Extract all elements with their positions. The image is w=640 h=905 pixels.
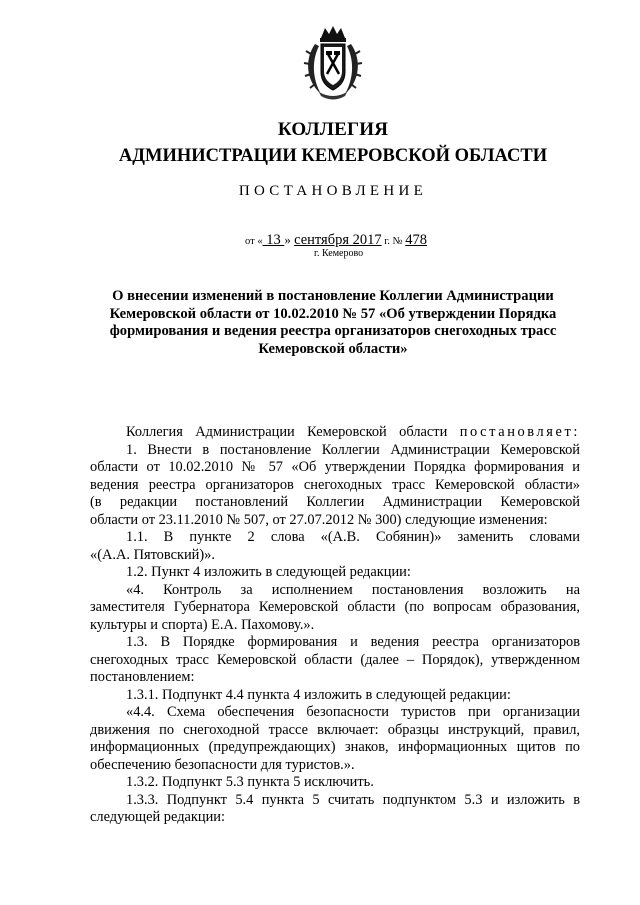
date-suffix: г. № — [381, 236, 406, 247]
date-mid: » — [284, 232, 295, 247]
paragraph-line: 1.2. Пункт 4 изложить в следующей редакции: — [126, 564, 411, 580]
date-prefix: от « — [245, 236, 263, 247]
paragraph-line: следующей редакции: — [90, 809, 225, 825]
document-body — [90, 424, 580, 827]
paragraph-line: 1.1. В пункте 2 слова «(А.В. Собянин)» заменить словами — [126, 529, 580, 545]
paragraph-line: 1.3.2. Подпункт 5.3 пункта 5 исключить. — [126, 774, 374, 790]
paragraph-line: информационных (предупреждающих) знаков, информационных щитов по — [90, 739, 580, 755]
document-number: 478 — [405, 232, 428, 248]
paragraph-line: области от 10.02.2010 № 57 «Об утверждении Порядка формирования и — [90, 459, 580, 475]
paragraph-line: движения по снегоходной трассе включает: образцы инструкций, правил, — [90, 721, 580, 738]
subject-line: Кемеровской области от 10.02.2010 № 57 «Об утверждении Порядка — [109, 305, 557, 322]
organization-title-line2: АДМИНИСТРАЦИИ КЕМЕРОВСКОЙ ОБЛАСТИ — [118, 146, 548, 166]
paragraph-line: «4.4. Схема обеспечения безопасности туристов при организации — [126, 704, 580, 720]
paragraph-line: 1.3. В Порядке формирования и ведения реестра организаторов — [126, 634, 580, 650]
paragraph-line: ведения реестра организаторов снегоходных трасс Кемеровской области» — [90, 476, 580, 493]
intro-paragraph — [90, 424, 580, 442]
paragraph-line: (в редакции постановлений Коллегии Администрации Кемеровской — [90, 494, 580, 510]
paragraph-line: «(А.А. Пятовский)». — [90, 546, 215, 563]
paragraph-line: заместителя Губернатора Кемеровской области (по вопросам образования, — [90, 599, 580, 615]
subject-line: О внесении изменений в постановление Коллегии Администрации — [112, 288, 554, 304]
paragraph-line: снегоходных трасс Кемеровской области (далее – Порядок), утвержденном — [90, 651, 580, 668]
paragraph-line: обеспечению безопасности для туристов.». — [90, 756, 355, 773]
document-type: ПОСТАНОВЛЕНИЕ — [238, 183, 428, 199]
subject-line: Кемеровской области» — [258, 340, 408, 357]
date-day: 13 — [262, 232, 285, 248]
paragraph-line: области от 23.11.2010 № 507, от 27.07.2012 № 300) следующие изменения: — [90, 511, 548, 528]
date-number-line — [245, 232, 427, 249]
paragraph-line: 1.3.1. Подпункт 4.4 пункта 4 изложить в следующей редакции: — [126, 686, 511, 703]
city: г. Кемерово — [314, 248, 364, 259]
paragraph-line: постановлением: — [90, 669, 195, 685]
coat-of-arms-emblem — [301, 24, 365, 102]
document-subject — [100, 288, 566, 358]
paragraph-line: 1. Внести в постановление Коллегии Администрации Кемеровской — [126, 441, 580, 458]
intro-lead: Коллегия Администрации Кемеровской области — [126, 424, 460, 440]
date-month-year: сентября 2017 — [294, 232, 382, 248]
paragraph-line: культуры и спорта) Е.А. Пахомову.». — [90, 616, 315, 633]
organization-title-line1: КОЛЛЕГИЯ — [277, 119, 389, 140]
intro-spaced-verb: постановляет: — [459, 424, 580, 440]
paragraph-line: 1.3.3. Подпункт 5.4 пункта 5 считать подпунктом 5.3 и изложить в — [126, 791, 580, 808]
paragraph-line: «4. Контроль за исполнением постановления возложить на — [126, 581, 580, 598]
subject-line: формирования и ведения реестра организаторов снегоходных трасс — [109, 323, 557, 339]
